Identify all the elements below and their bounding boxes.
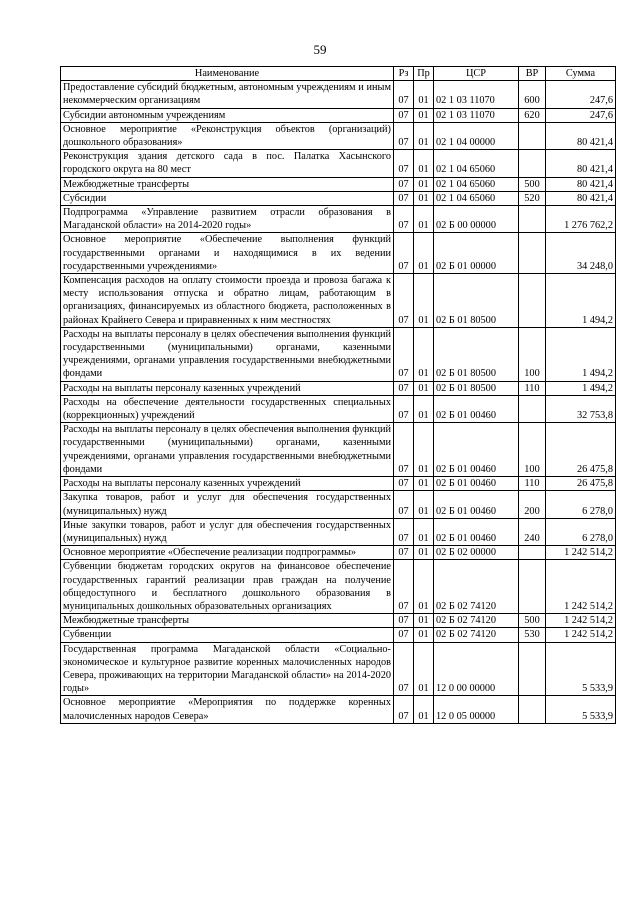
- header-sum: Сумма: [546, 67, 616, 81]
- cell-rz: 07: [394, 696, 414, 723]
- cell-vr: [519, 233, 546, 274]
- table-row: [61, 518, 616, 545]
- header-row: [61, 67, 616, 81]
- cell-pr: 01: [414, 614, 434, 628]
- cell-vr: 200: [519, 491, 546, 518]
- cell-csr: 02 Б 02 74120: [434, 560, 519, 614]
- cell-sum: 5 533,9: [546, 642, 616, 696]
- cell-vr: 500: [519, 614, 546, 628]
- table-row: [61, 395, 616, 422]
- cell-sum: 80 421,4: [546, 150, 616, 177]
- cell-rz: 07: [394, 642, 414, 696]
- table-row: [61, 423, 616, 477]
- table-row: [61, 696, 616, 723]
- table-row: [61, 150, 616, 177]
- cell-sum: 80 421,4: [546, 191, 616, 205]
- cell-name: Основное мероприятие «Обеспечение реализации подпрограммы»: [61, 546, 394, 560]
- cell-csr: 02 1 04 65060: [434, 177, 519, 191]
- cell-csr: 02 Б 01 00460: [434, 477, 519, 491]
- cell-pr: 01: [414, 327, 434, 381]
- cell-vr: [519, 395, 546, 422]
- cell-rz: 07: [394, 628, 414, 642]
- budget-table: [60, 66, 616, 724]
- cell-csr: 02 1 04 65060: [434, 150, 519, 177]
- cell-sum: 247,6: [546, 81, 616, 108]
- cell-pr: 01: [414, 423, 434, 477]
- table-row: [61, 546, 616, 560]
- cell-name: Основное мероприятие «Обеспечение выполнения функций государственными органами и находящимися в их ведении государственными учреждениями»: [61, 233, 394, 274]
- cell-rz: 07: [394, 122, 414, 149]
- cell-name: Расходы на обеспечение деятельности государственных специальных (коррекционных) учреждений: [61, 395, 394, 422]
- cell-pr: 01: [414, 81, 434, 108]
- cell-pr: 01: [414, 206, 434, 233]
- cell-pr: 01: [414, 491, 434, 518]
- cell-csr: 02 1 03 11070: [434, 108, 519, 122]
- cell-sum: 1 494,2: [546, 327, 616, 381]
- table-row: [61, 642, 616, 696]
- cell-sum: 80 421,4: [546, 122, 616, 149]
- cell-pr: 01: [414, 560, 434, 614]
- cell-name: Расходы на выплаты персоналу в целях обеспечения выполнения функций государственными (муниципальными) органами, казенными учреждениями, органами управления государственными внебюджетными фондами: [61, 327, 394, 381]
- cell-rz: 07: [394, 491, 414, 518]
- cell-name: Закупка товаров, работ и услуг для обеспечения государственных (муниципальных) нужд: [61, 491, 394, 518]
- cell-name: Межбюджетные трансферты: [61, 614, 394, 628]
- cell-vr: [519, 122, 546, 149]
- cell-csr: 02 1 04 00000: [434, 122, 519, 149]
- cell-csr: 02 Б 01 00000: [434, 233, 519, 274]
- cell-pr: 01: [414, 546, 434, 560]
- cell-sum: 34 248,0: [546, 233, 616, 274]
- page-number: 59: [313, 42, 327, 57]
- cell-name: Межбюджетные трансферты: [61, 177, 394, 191]
- cell-sum: 1 494,2: [546, 381, 616, 395]
- cell-csr: 02 1 04 65060: [434, 191, 519, 205]
- table-row: [61, 477, 616, 491]
- cell-pr: 01: [414, 477, 434, 491]
- table-row: [61, 274, 616, 328]
- cell-vr: [519, 206, 546, 233]
- cell-name: Государственная программа Магаданской области «Социально-экономическое и культурное развитие коренных малочисленных народов Севера, проживающих на территории Магаданской области» на 2014-2020 годы»: [61, 642, 394, 696]
- cell-csr: 02 Б 02 00000: [434, 546, 519, 560]
- cell-csr: 02 Б 00 00000: [434, 206, 519, 233]
- cell-rz: 07: [394, 81, 414, 108]
- cell-sum: 80 421,4: [546, 177, 616, 191]
- cell-name: Иные закупки товаров, работ и услуг для обеспечения государственных (муниципальных) нужд: [61, 518, 394, 545]
- table-body: [61, 81, 616, 724]
- cell-name: Компенсация расходов на оплату стоимости проезда и провоза багажа к месту использования отпуска и обратно лицам, работающим в организациях, финансируемых из областного бюджета, расположенных в районах Крайнего Севера и приравненных к ним местностях: [61, 274, 394, 328]
- table-row: [61, 81, 616, 108]
- cell-csr: 02 Б 01 80500: [434, 274, 519, 328]
- cell-vr: 600: [519, 81, 546, 108]
- table-row: [61, 491, 616, 518]
- cell-pr: 01: [414, 191, 434, 205]
- cell-vr: 620: [519, 108, 546, 122]
- cell-name: Подпрограмма «Управление развитием отрасли образования в Магаданской области» на 2014-2020 годы»: [61, 206, 394, 233]
- cell-name: Субвенции бюджетам городских округов на финансовое обеспечение государственных гарантий реализации прав граждан на получение общедоступного и бесплатного дошкольного образования в муниципальных дошкольных образовательных организациях: [61, 560, 394, 614]
- cell-sum: 247,6: [546, 108, 616, 122]
- cell-csr: 02 Б 02 74120: [434, 628, 519, 642]
- cell-csr: 12 0 00 00000: [434, 642, 519, 696]
- cell-vr: [519, 274, 546, 328]
- cell-sum: 1 494,2: [546, 274, 616, 328]
- cell-pr: 01: [414, 395, 434, 422]
- cell-rz: 07: [394, 206, 414, 233]
- cell-sum: 1 242 514,2: [546, 546, 616, 560]
- cell-rz: 07: [394, 477, 414, 491]
- header-vr: ВР: [519, 67, 546, 81]
- cell-rz: 07: [394, 108, 414, 122]
- cell-name: Основное мероприятие «Мероприятия по поддержке коренных малочисленных народов Севера»: [61, 696, 394, 723]
- cell-pr: 01: [414, 696, 434, 723]
- cell-name: Расходы на выплаты персоналу в целях обеспечения выполнения функций государственными (муниципальными) органами, казенными учреждениями, органами управления государственными внебюджетными фондами: [61, 423, 394, 477]
- cell-rz: 07: [394, 150, 414, 177]
- cell-pr: 01: [414, 177, 434, 191]
- cell-rz: 07: [394, 395, 414, 422]
- cell-name: Реконструкция здания детского сада в пос. Палатка Хасынского городского округа на 80 мест: [61, 150, 394, 177]
- header-pr: Пр: [414, 67, 434, 81]
- cell-sum: 6 278,0: [546, 491, 616, 518]
- cell-name: Основное мероприятие «Реконструкция объектов (организаций) дошкольного образования»: [61, 122, 394, 149]
- cell-rz: 07: [394, 518, 414, 545]
- cell-rz: 07: [394, 381, 414, 395]
- cell-name: Предоставление субсидий бюджетным, автономным учреждениям и иным некоммерческим организациям: [61, 81, 394, 108]
- cell-rz: 07: [394, 274, 414, 328]
- cell-rz: 07: [394, 191, 414, 205]
- cell-rz: 07: [394, 560, 414, 614]
- cell-vr: [519, 546, 546, 560]
- cell-name: Субсидии автономным учреждениям: [61, 108, 394, 122]
- cell-vr: [519, 642, 546, 696]
- cell-sum: 1 242 514,2: [546, 560, 616, 614]
- cell-name: Расходы на выплаты персоналу казенных учреждений: [61, 381, 394, 395]
- cell-sum: 1 242 514,2: [546, 614, 616, 628]
- table-row: [61, 327, 616, 381]
- cell-rz: 07: [394, 327, 414, 381]
- cell-rz: 07: [394, 233, 414, 274]
- cell-name: Субсидии: [61, 191, 394, 205]
- cell-sum: 26 475,8: [546, 477, 616, 491]
- cell-name: Субвенции: [61, 628, 394, 642]
- cell-pr: 01: [414, 108, 434, 122]
- table-row: [61, 122, 616, 149]
- cell-sum: 1 242 514,2: [546, 628, 616, 642]
- header-name: Наименование: [61, 67, 394, 81]
- cell-vr: 520: [519, 191, 546, 205]
- cell-sum: 32 753,8: [546, 395, 616, 422]
- cell-rz: 07: [394, 546, 414, 560]
- cell-csr: 02 Б 01 00460: [434, 518, 519, 545]
- cell-csr: 12 0 05 00000: [434, 696, 519, 723]
- cell-pr: 01: [414, 274, 434, 328]
- header-rz: Рз: [394, 67, 414, 81]
- cell-sum: 6 278,0: [546, 518, 616, 545]
- cell-vr: 240: [519, 518, 546, 545]
- cell-csr: 02 Б 01 00460: [434, 395, 519, 422]
- cell-pr: 01: [414, 122, 434, 149]
- table-row: [61, 381, 616, 395]
- table-row: [61, 628, 616, 642]
- cell-rz: 07: [394, 614, 414, 628]
- cell-vr: 110: [519, 381, 546, 395]
- table-row: [61, 206, 616, 233]
- cell-vr: 530: [519, 628, 546, 642]
- cell-vr: [519, 696, 546, 723]
- table-row: [61, 191, 616, 205]
- cell-vr: 100: [519, 423, 546, 477]
- table-row: [61, 614, 616, 628]
- cell-sum: 5 533,9: [546, 696, 616, 723]
- table-row: [61, 177, 616, 191]
- cell-vr: [519, 150, 546, 177]
- cell-csr: 02 1 03 11070: [434, 81, 519, 108]
- cell-vr: 100: [519, 327, 546, 381]
- cell-csr: 02 Б 01 80500: [434, 381, 519, 395]
- cell-csr: 02 Б 01 00460: [434, 423, 519, 477]
- cell-name: Расходы на выплаты персоналу казенных учреждений: [61, 477, 394, 491]
- cell-pr: 01: [414, 150, 434, 177]
- cell-sum: 26 475,8: [546, 423, 616, 477]
- cell-csr: 02 Б 01 80500: [434, 327, 519, 381]
- table-row: [61, 560, 616, 614]
- cell-rz: 07: [394, 177, 414, 191]
- cell-pr: 01: [414, 642, 434, 696]
- cell-csr: 02 Б 02 74120: [434, 614, 519, 628]
- cell-pr: 01: [414, 381, 434, 395]
- header-csr: ЦСР: [434, 67, 519, 81]
- table-row: [61, 233, 616, 274]
- cell-pr: 01: [414, 518, 434, 545]
- cell-sum: 1 276 762,2: [546, 206, 616, 233]
- cell-csr: 02 Б 01 00460: [434, 491, 519, 518]
- cell-pr: 01: [414, 233, 434, 274]
- cell-vr: 500: [519, 177, 546, 191]
- cell-pr: 01: [414, 628, 434, 642]
- table-row: [61, 108, 616, 122]
- cell-rz: 07: [394, 423, 414, 477]
- cell-vr: 110: [519, 477, 546, 491]
- cell-vr: [519, 560, 546, 614]
